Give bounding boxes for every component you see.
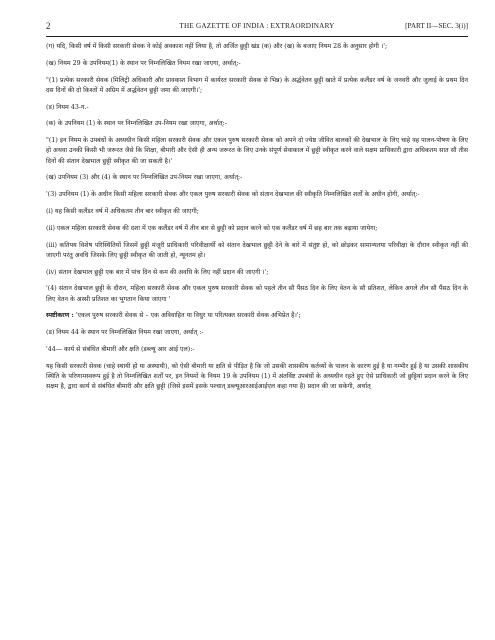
clause-iii: (iii) कतिपय विशेष परिस्थितियों जिसमें छुट्टी मंजूरी प्राधिकारी परिवीक्षार्थी को संतान देखभाल छुट्टी देने के बारे में संतुष्ट हो, को छोड़कर सामान्यतया परिवीक्षा के दौरान स्वीकृत नहीं की जाएगी परंतु अवधि जिसके लिए छुट्टी स्वीकृत की जाती हो, न्यूनतम हो। [46,241,468,259]
header-rule [46,36,468,37]
part-section-label: [PART II—SEC. 3(i)] [405,22,468,30]
paragraph-rule-29-heading: (ख) नियम 29 के उपनियम(1) के स्थान पर निम्नलिखित नियम रखा जाएगा, अर्थात्:- [46,59,241,67]
paragraph-rule-44-heading: (ड) नियम 44 के स्थान पर निम्नलिखित नियम रखा जाएगा, अर्थात् :- [46,329,204,337]
paragraph-subrule-3-4-heading: (ख) उपनियम (3) और (4) के स्थान पर निम्नलिखित उप-नियम रखा जाएगा, अर्थात्:- [46,174,243,182]
gazette-title: THE GAZETTE OF INDIA : EXTRAORDINARY [179,22,335,30]
paragraph-rule-44-title: '44— कार्य से संबंधित बीमारी और क्षति (डब्ल्यू आर आई एल):- [46,345,195,353]
paragraph-rule-43c: (ड) नियम 43-ग.- [46,103,89,111]
clause-i: (i) यह किसी कलैंडर वर्ष में अधिकतम तीन बार स्वीकृत की जाएगी; [46,207,199,215]
paragraph-g-earned-leave: (ग) यदि, किसी वर्ष में किसी सरकारी सेवक ने कोई अवकाश नहीं लिया है, तो अर्जित छुट्टी खंड (क) और (ख) के बजाए नियम 28 के अनुसार होगी ।'; [46,43,388,50]
gazette-page [46,20,468,399]
clause-ii: (ii) एकल महिला सरकारी सेवक की दशा में एक कलैंडर वर्ष में तीन बार से छुट्टी को प्रदान करने को एक कलैंडर वर्ष में छह बार तक बढ़ाया जायेगा; [46,224,378,232]
paragraph-half-pay-leave: "(1) प्रत्येक सरकारी सेवक (मिलिट्री अधिकारी और प्रावकाश विभाग में कार्यरत सरकारी सेवक से भिन्न) के अर्द्धवेतन छुट्टी खाते में प्रत्येक कलैंडर वर्ष के जनवरी और जुलाई के प्रथम दिन दस दिनों की दो किश्तों में अग्रिम में अर्द्धवेतन छुट्टी जमा की जाएगी।'; [46,76,468,94]
paragraph-explanation [46,311,468,321]
document-body [46,42,468,392]
paragraph-child-care-leave: "(1) इन नियम के उपबंधों के अध्यधीन किसी महिला सरकारी सेवक और एकल पुरुष सरकारी सेवक को अपने दो ज्येष्ठ जीवित बालकों की देखभाल के लिए चाहे वह पालन-पोषण के लिए हो अथवा उनकी किसी भी जरूरत जैसे कि शिक्षा, बीमारी और ऐसी ही अन्य जरूरत के लिए उनके संपूर्ण सेवाकाल में छुट्टी स्वीकृत करने वाले सक्षम प्राधिकारी द्वारा अधिकतम सात सौ तीस दिनों की संतान देखभाल छुट्टी स्वीकृत की जा सकती है।' [46,137,468,165]
page-header [46,20,468,33]
paragraph-subrule-4: '(4) संतान देखभाल छुट्टी के दौरान, महिला सरकारी सेवक और एकल पुरुष सरकारी सेवक को पहले तीन सौ पैंसठ दिन के लिए वेतन के सौ प्रतिशत, लेकिन अगले तीन सौ पैंसठ दिन के लिए वेतन के अस्सी प्रतिशत का भुगतान किया जाएगा ' [46,285,468,303]
paragraph-wril: यह किसी सरकारी सेवक (चाहे स्थायी हो या अस्थायी), को ऐसी बीमारी या क्षति से पीड़ित है कि जो उसकी शासकीय कर्तव्यों के पालन के कारण हुई है या गम्भीर हुई है या उसकी शासकीय स्थिति के परिणामस्वरूप हुई है तो निम्नलिखित शर्तों पर, इन नियमों के नियम 19 के उपनियम (1) में अंतर्विष्ट उपबंधों के अध्यधीन रहते हुए ऐसे प्राधिकारी जो छुट्टियां प्रदान करने के लिए सक्षम है, द्वारा कार्य से संबंधित बीमारी और क्षति छुट्टी (जिसे इसमें इसके पश्चात् डब्ल्यूआरआईआईएल कहा गया है) प्रदान की जा सकेगी, अर्थात् [46,362,468,391]
page-number: 2 [46,21,51,31]
explanation-text: 'एकल पुरुष सरकारी सेवक से – एक अविवाहित या विधुर या परित्यक्त सरकारी सेवक अभिप्रेत है।'; [73,312,301,320]
explanation-label: स्पष्टीकरण : [46,312,74,320]
clause-iv: (iv) संतान देखभाल छुट्टी एक बार में पांच दिन से कम की अवधि के लिए नहीं प्रदान की जाएगी ।'; [46,268,269,276]
paragraph-subrule-3: '(3) उपनियम (1) के अधीन किसी महिला सरकारी सेवक और एकल पुरुष सरकारी सेवक को संतान देखभाल की स्वीकृति निम्नलिखित शर्तों के अधीन होगी, अर्थात्:- [46,191,420,199]
paragraph-43c-subrule-1-heading: (क) के उपनियम (1) के स्थान पर निम्नलिखित उप-नियम रखा जाएगा, अर्थात्:- [46,120,227,128]
